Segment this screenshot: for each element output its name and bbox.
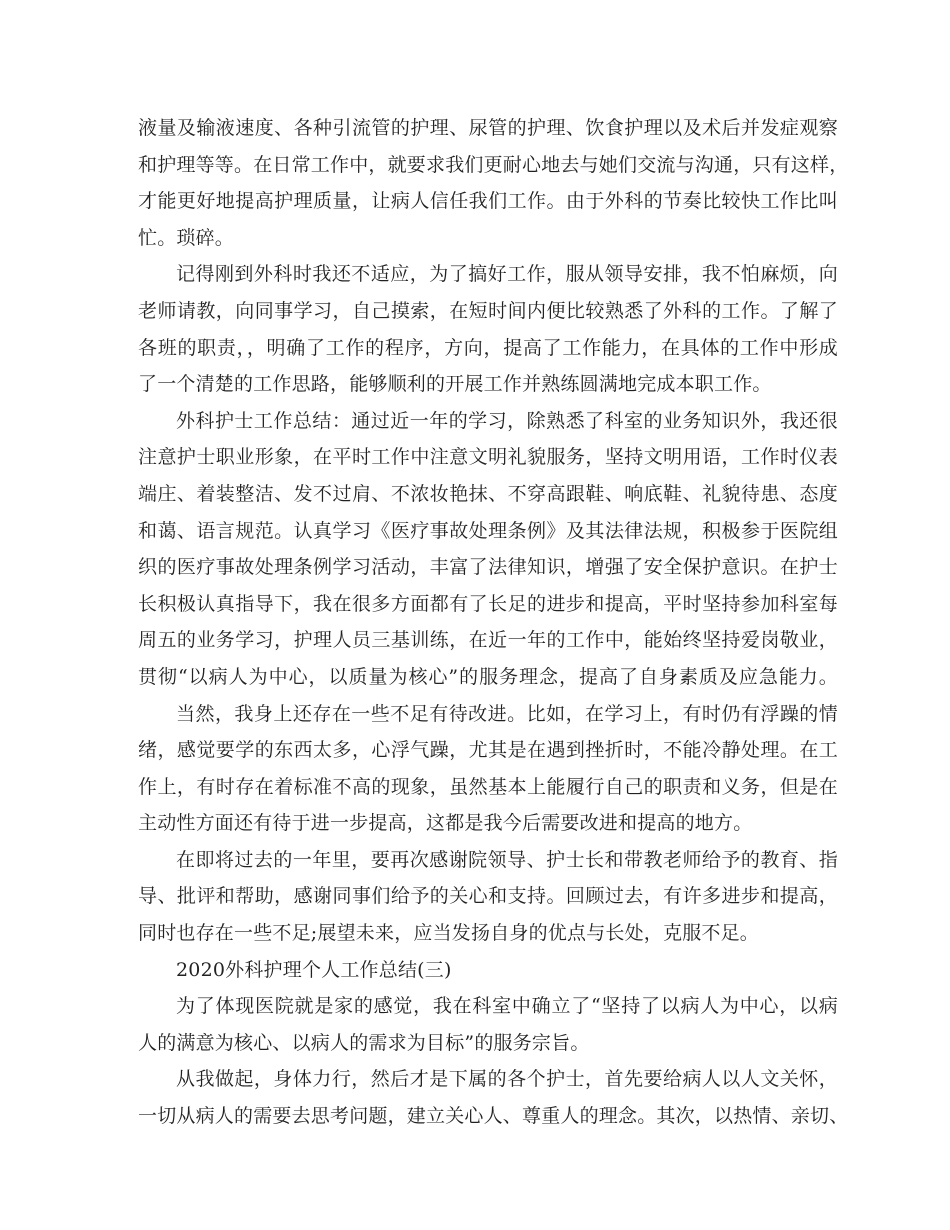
text-line: 同时也存在一些不足;展望未来，应当发扬自身的优点与长处，克服不足。 [138,922,760,945]
text-line: 端庄、着装整洁、发不过肩、不浓妆艳抹、不穿高跟鞋、响底鞋、礼貌待患、态度 [138,482,838,505]
text-line: 一切从病人的需要去思考问题，建立关心人、尊重人的理念。其次，以热情、亲切、 [138,1105,849,1128]
text-line: 外科护士工作总结：通过近一年的学习，除熟悉了科室的业务知识外，我还很 [176,409,838,432]
text-line: 贯彻“以病人为中心，以质量为核心”的服务理念，提高了自身素质及应急能力。 [138,665,838,688]
text-line: 为了体现医院就是家的感觉，我在科室中确立了“坚持了以病人为中心，以病 [176,995,838,1018]
text-line: 绪，感觉要学的东西太多，心浮气躁，尤其是在遇到挫折时，不能冷静处理。在工 [138,739,838,762]
text-line: 和蔼、语言规范。认真学习《医疗事故处理条例》及其法律法规，积极参于医院组 [138,519,838,542]
text-line: 记得刚到外科时我还不适应，为了搞好工作，服从领导安排，我不怕麻烦，向 [176,263,838,286]
text-line: 主动性方面还有待于进一步提高，这都是我今后需要改进和提高的地方。 [138,812,753,835]
text-line: 老师请教，向同事学习，自己摸索，在短时间内便比较熟悉了外科的工作。了解了 [138,299,838,322]
text-line: 忙。琐碎。 [138,226,235,249]
text-line: 2020外科护理个人工作总结(三) [176,958,452,981]
text-line: 从我做起，身体力行，然后才是下属的各个护士，首先要给病人以人文关怀， [176,1068,838,1091]
text-line: 长积极认真指导下，我在很多方面都有了长足的进步和提高，平时坚持参加科室每 [138,592,838,615]
text-line: 当然，我身上还存在一些不足有待改进。比如，在学习上，有时仍有浮躁的情 [176,702,838,725]
text-line: 注意护士职业形象，在平时工作中注意文明礼貌服务，坚持文明用语，工作时仪表 [138,446,838,469]
text-line: 和护理等等。在日常工作中，就要求我们更耐心地去与她们交流与沟通，只有这样， [138,153,849,176]
text-line: 导、批评和帮助，感谢同事们给予的关心和支持。回顾过去，有许多进步和提高， [138,885,838,908]
text-line: 各班的职责，，明确了工作的程序，方向，提高了工作能力，在具体的工作中形成 [138,336,838,359]
document-body [138,110,849,1135]
text-line: 周五的业务学习，护理人员三基训练，在近一年的工作中，能始终坚持爱岗敬业， [138,629,838,652]
text-line: 人的满意为核心、以病人的需求为目标”的服务宗旨。 [138,1031,590,1054]
text-line: 才能更好地提高护理质量，让病人信任我们工作。由于外科的节奏比较快工作比叫 [138,190,838,213]
text-line: 在即将过去的一年里，要再次感谢院领导、护士长和带教老师给予的教育、指 [176,848,838,871]
text-line: 了一个清楚的工作思路，能够顺利的开展工作并熟练圆满地完成本职工作。 [138,373,772,396]
text-line: 作上，有时存在着标准不高的现象，虽然基本上能履行自己的职责和义务，但是在 [138,775,838,798]
text-line: 液量及输液速度、各种引流管的护理、尿管的护理、饮食护理以及术后并发症观察 [138,117,838,139]
text-line: 织的医疗事故处理条例学习活动，丰富了法律知识，增强了安全保护意识。在护士 [138,556,838,579]
